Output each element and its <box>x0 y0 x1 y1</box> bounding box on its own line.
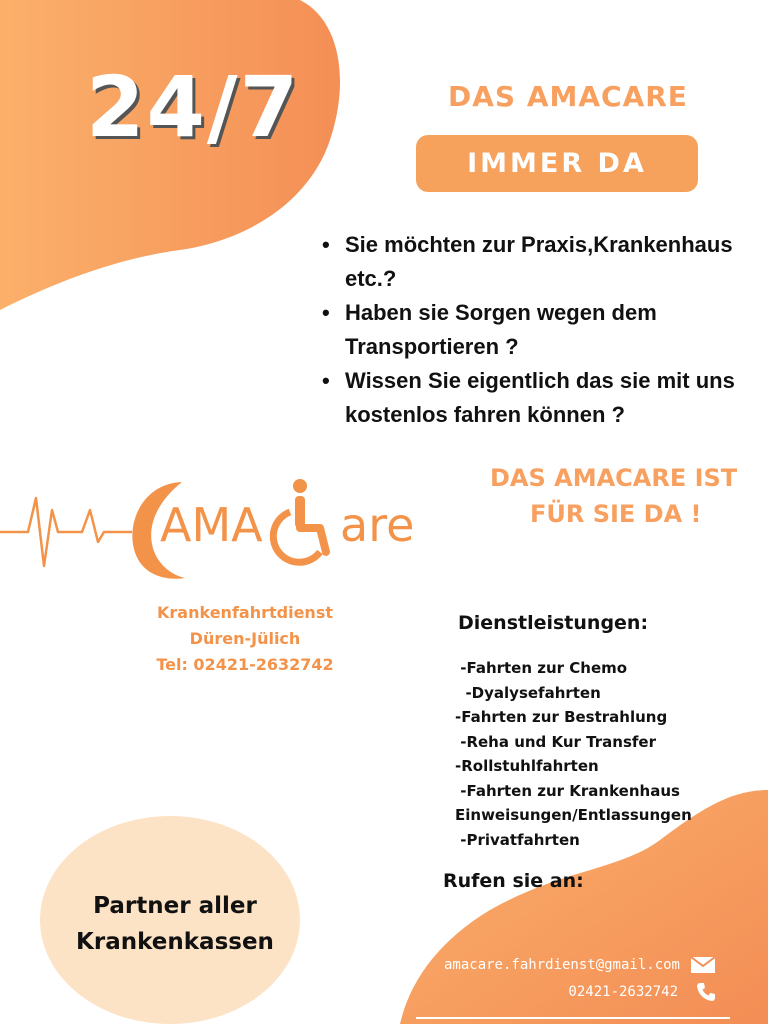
footer-phone[interactable]: 02421-2632742 <box>568 984 678 1000</box>
list-item-text: Sie möchten zur Praxis,Krankenhaus etc.? <box>345 232 733 291</box>
company-info <box>140 600 350 678</box>
services-title: Dienstleistungen: <box>458 612 649 634</box>
footer-phone-row <box>568 982 716 1002</box>
partner-line-1: Partner aller <box>93 893 257 919</box>
footer-email-row <box>444 956 716 974</box>
partner-line-2: Krankenkassen <box>76 929 274 955</box>
wheelchair-icon <box>273 479 326 562</box>
list-item-text: Haben sie Sorgen wegen dem Transportieren ? <box>345 300 657 359</box>
list-item: -Rollstuhlfahrten <box>455 757 599 775</box>
partner-badge <box>70 888 280 960</box>
footer-email[interactable]: amacare.fahrdienst@gmail.com <box>443 957 680 973</box>
list-item <box>322 296 762 364</box>
list-item: -Fahrten zur Chemo <box>455 659 628 677</box>
cta-line-2: FÜR SIE DA ! <box>530 500 702 528</box>
list-item: -Fahrten zur Krankenhaus <box>455 781 680 800</box>
headline-24-7: 24/7 <box>86 58 301 156</box>
call-label: Rufen sie an: <box>443 870 584 892</box>
list-item <box>322 364 762 432</box>
logo-text-are: are <box>340 498 415 552</box>
list-item: -Fahrten zur Bestrahlung <box>455 708 668 726</box>
list-item: -Dyalysefahrten <box>455 683 601 702</box>
cta-text <box>490 460 740 532</box>
subhead-amacare: DAS AMACARE <box>448 80 688 113</box>
company-region: Düren-Jülich <box>189 629 301 648</box>
immer-da-pill <box>416 135 698 192</box>
bullet-glyph: • <box>322 232 330 257</box>
list-item: Einweisungen/Entlassungen <box>455 806 692 824</box>
list-item-text: Wissen Sie eigentlich das sie mit uns kostenlos fahren können ? <box>345 368 735 427</box>
footer-divider <box>416 1017 730 1019</box>
cta-line-1: DAS AMACARE IST <box>490 464 738 492</box>
envelope-icon <box>690 956 716 974</box>
logo-text-ama: AMA <box>160 498 263 552</box>
list-item <box>322 228 762 296</box>
list-item: -Reha und Kur Transfer <box>455 732 656 751</box>
list-item: -Privatfahrten <box>455 830 580 849</box>
services-list <box>455 656 692 852</box>
bullet-glyph: • <box>322 300 330 325</box>
heartbeat-line-icon <box>0 498 132 566</box>
phone-icon <box>696 982 716 1002</box>
pill-label: IMMER DA <box>467 148 647 179</box>
company-phone: Tel: 02421-2632742 <box>156 655 334 674</box>
bullet-glyph: • <box>322 368 330 393</box>
question-list <box>322 228 762 432</box>
company-service: Krankenfahrtdienst <box>157 603 333 622</box>
